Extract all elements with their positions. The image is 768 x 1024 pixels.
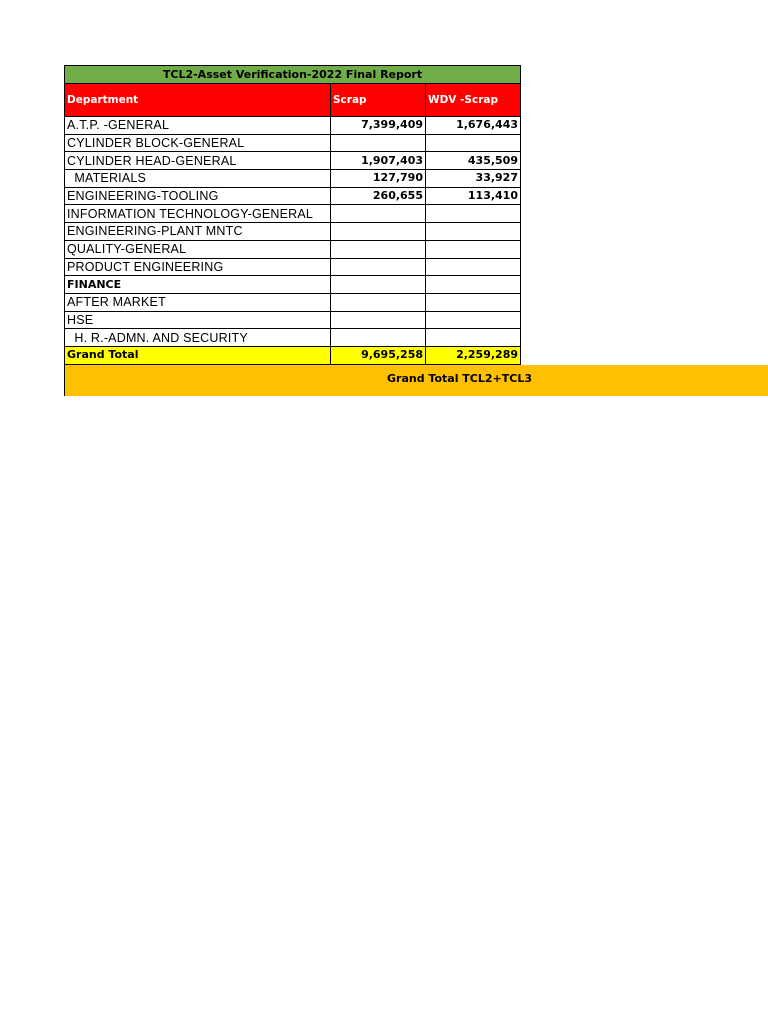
banner-label: Grand Total TCL2+TCL3 bbox=[387, 372, 532, 385]
scrap-cell: 127,790 bbox=[331, 170, 426, 188]
table-row bbox=[65, 187, 521, 205]
table-row bbox=[65, 117, 521, 135]
report-title: TCL2-Asset Verification-2022 Final Report bbox=[65, 66, 521, 84]
scrap-cell bbox=[331, 258, 426, 276]
wdv-scrap-cell: 435,509 bbox=[426, 152, 521, 170]
department-cell: FINANCE bbox=[65, 276, 331, 294]
wdv-scrap-cell bbox=[426, 134, 521, 152]
table-row bbox=[65, 170, 521, 188]
scrap-cell: 260,655 bbox=[331, 187, 426, 205]
table-row bbox=[65, 311, 521, 329]
department-cell: QUALITY-GENERAL bbox=[65, 240, 331, 258]
wdv-scrap-header: WDV -Scrap bbox=[426, 84, 521, 117]
table-row bbox=[65, 205, 521, 223]
table-row bbox=[65, 276, 521, 294]
department-cell: INFORMATION TECHNOLOGY-GENERAL bbox=[65, 205, 331, 223]
scrap-cell bbox=[331, 311, 426, 329]
department-cell: H. R.-ADMN. AND SECURITY bbox=[65, 329, 331, 347]
department-cell: HSE bbox=[65, 311, 331, 329]
wdv-scrap-cell bbox=[426, 311, 521, 329]
scrap-cell bbox=[331, 293, 426, 311]
header-row bbox=[65, 84, 521, 117]
scrap-cell: 7,399,409 bbox=[331, 117, 426, 135]
grand-total-row bbox=[65, 346, 521, 364]
wdv-scrap-cell bbox=[426, 276, 521, 294]
table-row bbox=[65, 223, 521, 241]
grand-total-scrap: 9,695,258 bbox=[331, 346, 426, 364]
department-cell: AFTER MARKET bbox=[65, 293, 331, 311]
scrap-cell bbox=[331, 329, 426, 347]
wdv-scrap-cell bbox=[426, 240, 521, 258]
wdv-scrap-cell bbox=[426, 223, 521, 241]
wdv-scrap-cell bbox=[426, 258, 521, 276]
department-cell: MATERIALS bbox=[65, 170, 331, 188]
department-cell: A.T.P. -GENERAL bbox=[65, 117, 331, 135]
scrap-cell: 1,907,403 bbox=[331, 152, 426, 170]
table-row bbox=[65, 134, 521, 152]
department-cell: PRODUCT ENGINEERING bbox=[65, 258, 331, 276]
grand-total-banner bbox=[64, 365, 768, 396]
table-row bbox=[65, 240, 521, 258]
wdv-scrap-cell: 1,676,443 bbox=[426, 117, 521, 135]
department-header: Department bbox=[65, 84, 331, 117]
scrap-cell bbox=[331, 205, 426, 223]
grand-total-wdv-scrap: 2,259,289 bbox=[426, 346, 521, 364]
wdv-scrap-cell bbox=[426, 293, 521, 311]
scrap-header: Scrap bbox=[331, 84, 426, 117]
wdv-scrap-cell bbox=[426, 329, 521, 347]
wdv-scrap-cell bbox=[426, 205, 521, 223]
table-row bbox=[65, 329, 521, 347]
wdv-scrap-cell: 33,927 bbox=[426, 170, 521, 188]
scrap-cell bbox=[331, 134, 426, 152]
table-row bbox=[65, 258, 521, 276]
department-cell: ENGINEERING-TOOLING bbox=[65, 187, 331, 205]
department-cell: CYLINDER BLOCK-GENERAL bbox=[65, 134, 331, 152]
grand-total-label: Grand Total bbox=[65, 346, 331, 364]
asset-verification-table bbox=[64, 65, 521, 365]
scrap-cell bbox=[331, 223, 426, 241]
scrap-cell bbox=[331, 240, 426, 258]
title-row bbox=[65, 66, 521, 84]
department-cell: ENGINEERING-PLANT MNTC bbox=[65, 223, 331, 241]
department-cell: CYLINDER HEAD-GENERAL bbox=[65, 152, 331, 170]
table-row bbox=[65, 152, 521, 170]
wdv-scrap-cell: 113,410 bbox=[426, 187, 521, 205]
table-row bbox=[65, 293, 521, 311]
scrap-cell bbox=[331, 276, 426, 294]
